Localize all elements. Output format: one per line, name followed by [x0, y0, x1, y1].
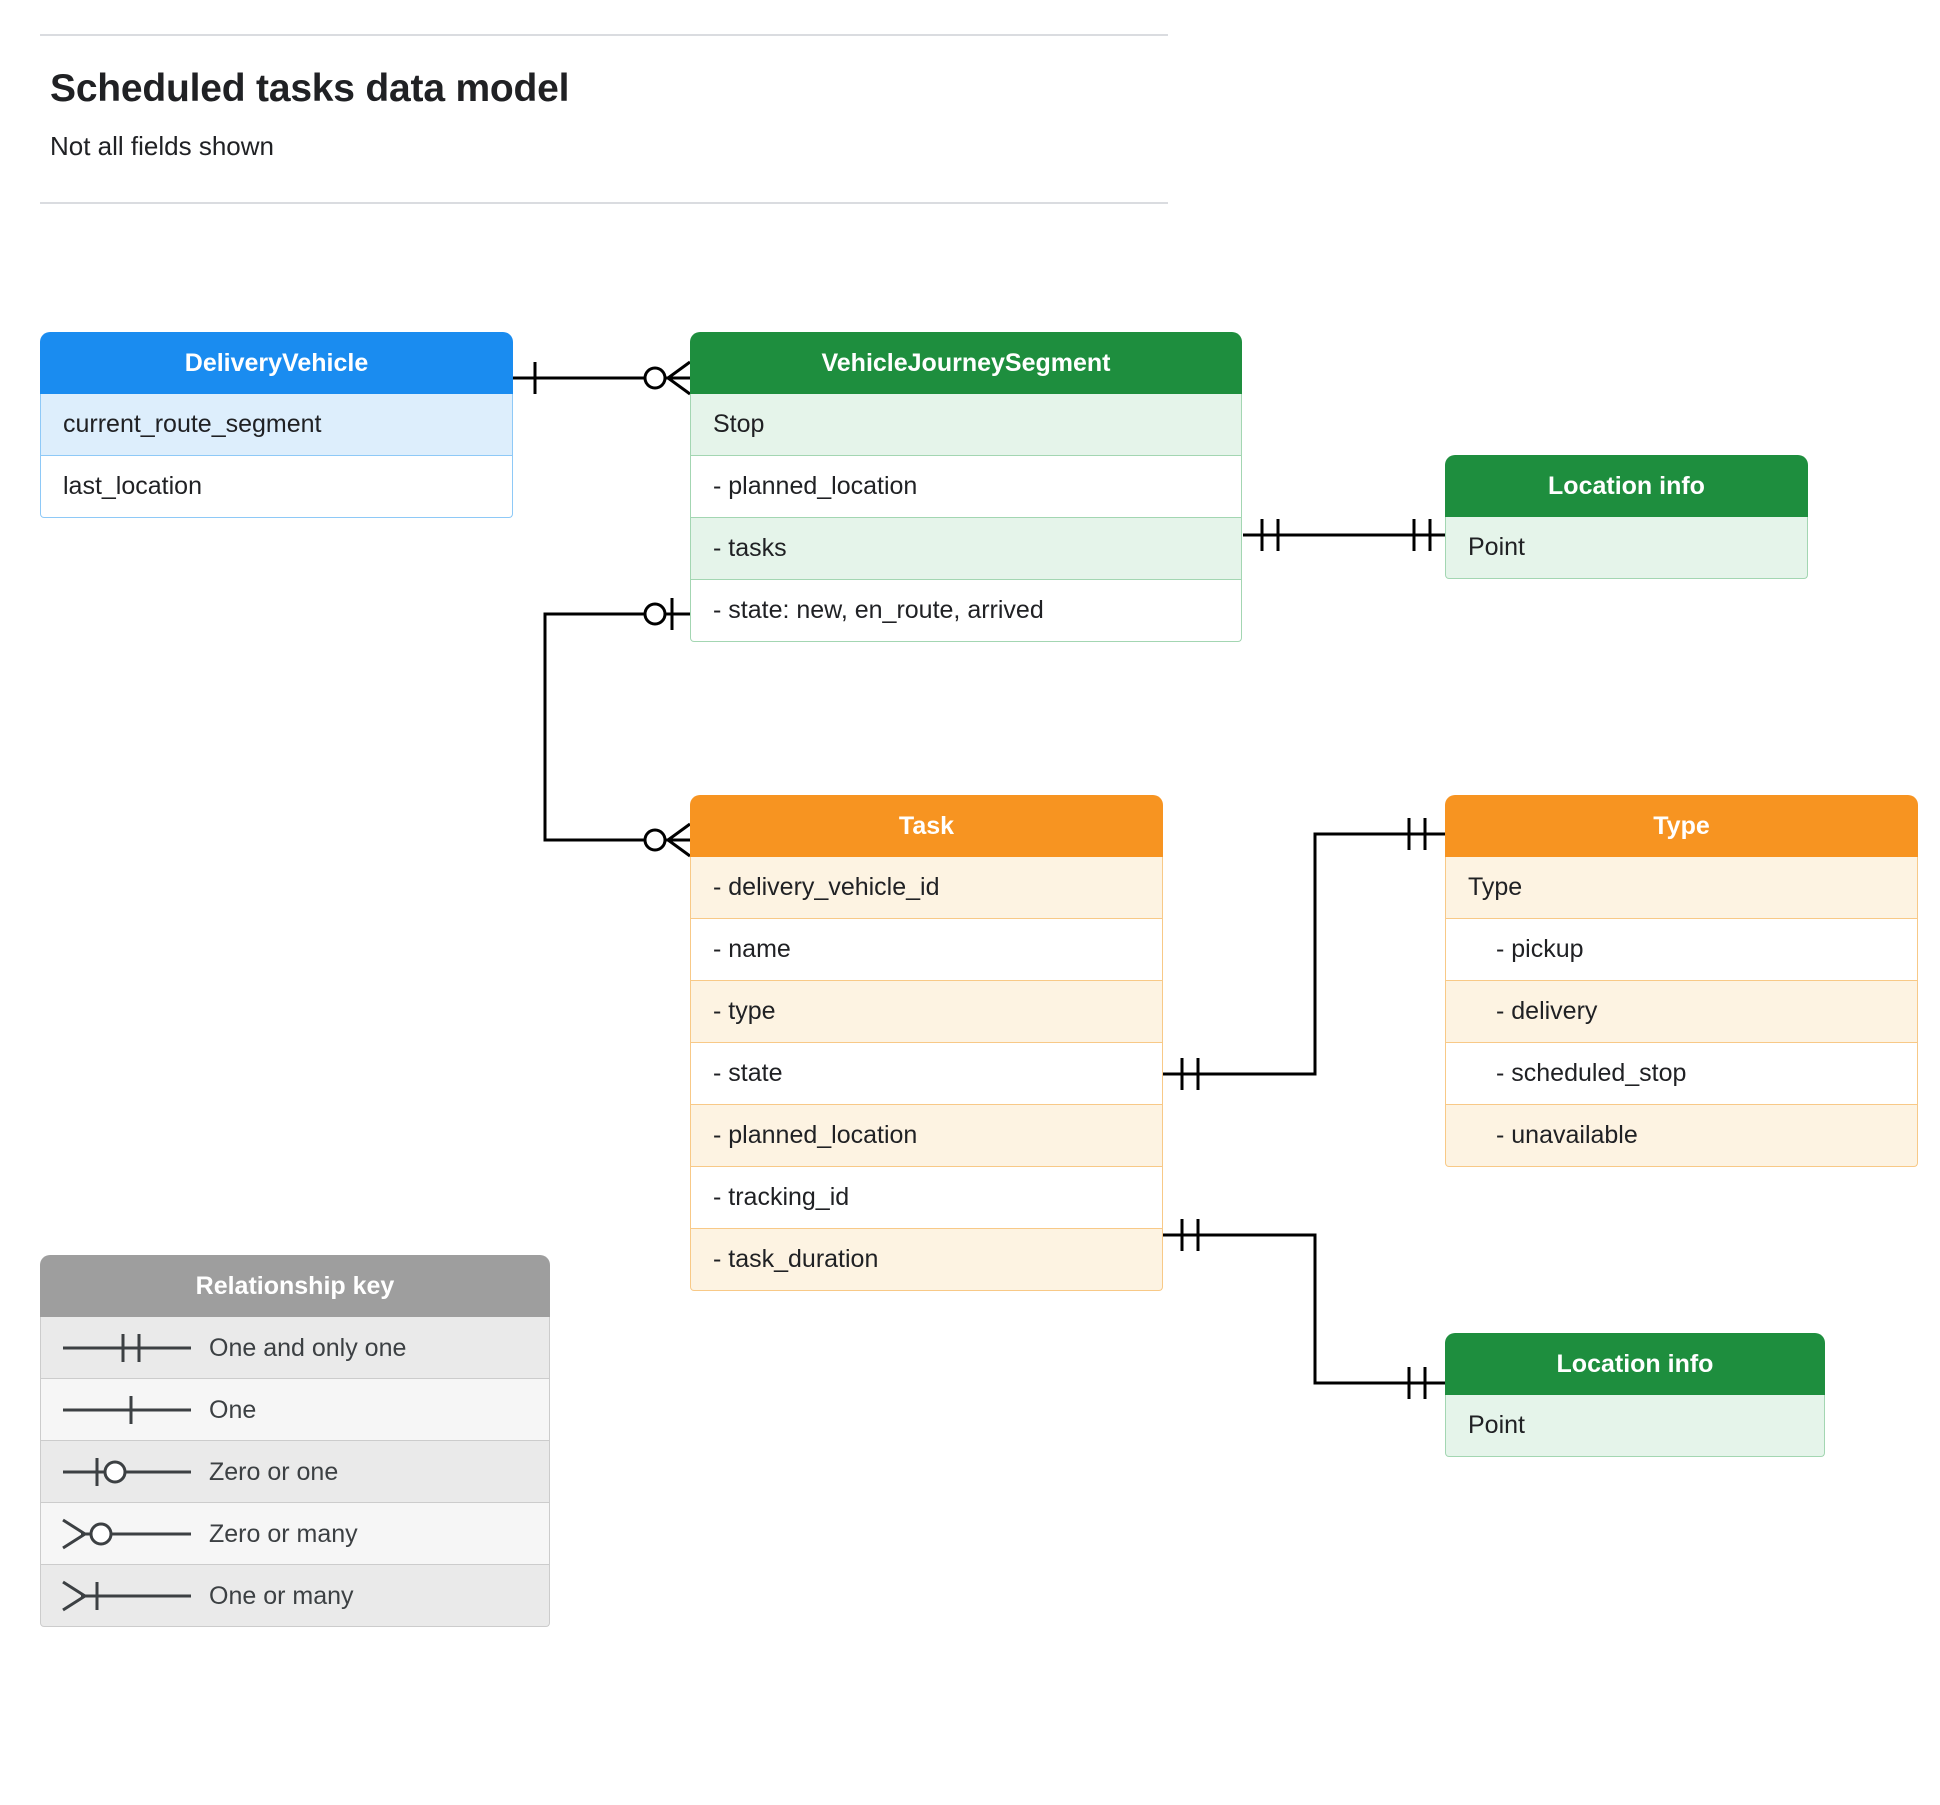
legend-item-zero-or-many [40, 1503, 550, 1565]
field-task-duration: - task_duration [690, 1229, 1163, 1291]
entity-location-info-bottom[interactable] [1445, 1333, 1825, 1457]
one-and-only-one-icon [41, 1317, 209, 1379]
field-type-delivery: - delivery [1445, 981, 1918, 1043]
field-type: - type [690, 981, 1163, 1043]
entity-title-location-info-bottom: Location info [1445, 1333, 1825, 1395]
field-task-planned-location: - planned_location [690, 1105, 1163, 1167]
page-subtitle: Not all fields shown [50, 131, 274, 161]
legend-label-zero-or-many: Zero or many [209, 1520, 358, 1548]
legend-label-one-or-many: One or many [209, 1582, 354, 1610]
field-type-unavailable: - unavailable [1445, 1105, 1918, 1167]
legend-relationship-key [40, 1255, 550, 1627]
field-delivery-vehicle-id: - delivery_vehicle_id [690, 857, 1163, 919]
entity-title-type: Type [1445, 795, 1918, 857]
field-stop: Stop [690, 394, 1242, 456]
entity-title-delivery-vehicle: DeliveryVehicle [40, 332, 513, 394]
entity-title-vehicle-journey-segment: VehicleJourneySegment [690, 332, 1242, 394]
entity-type[interactable] [1445, 795, 1918, 1167]
entity-vehicle-journey-segment[interactable] [690, 332, 1242, 642]
legend-label-one-and-only-one: One and only one [209, 1334, 407, 1362]
field-current-route-segment: current_route_segment [40, 394, 513, 456]
entity-title-task: Task [690, 795, 1163, 857]
field-tracking-id: - tracking_id [690, 1167, 1163, 1229]
legend-item-zero-or-one [40, 1441, 550, 1503]
field-type-pickup: - pickup [1445, 919, 1918, 981]
legend-item-one [40, 1379, 550, 1441]
field-type-header: Type [1445, 857, 1918, 919]
field-name: - name [690, 919, 1163, 981]
zero-or-many-icon [41, 1503, 209, 1565]
field-last-location: last_location [40, 456, 513, 518]
one-or-many-icon [41, 1565, 209, 1627]
entity-delivery-vehicle[interactable] [40, 332, 513, 518]
page-title: Scheduled tasks data model [50, 67, 570, 110]
legend-item-one-or-many [40, 1565, 550, 1627]
field-point-top: Point [1445, 517, 1808, 579]
legend-title: Relationship key [40, 1255, 550, 1317]
one-icon [41, 1379, 209, 1441]
entity-location-info-top[interactable] [1445, 455, 1808, 579]
legend-item-one-and-only-one [40, 1317, 550, 1379]
field-state: - state: new, en_route, arrived [690, 580, 1242, 642]
zero-or-one-icon [41, 1441, 209, 1503]
entity-task[interactable] [690, 795, 1163, 1291]
entity-title-location-info-top: Location info [1445, 455, 1808, 517]
header-divider-top [40, 34, 1168, 36]
field-point-bottom: Point [1445, 1395, 1825, 1457]
field-type-scheduled-stop: - scheduled_stop [1445, 1043, 1918, 1105]
field-tasks: - tasks [690, 518, 1242, 580]
field-task-state: - state [690, 1043, 1163, 1105]
legend-label-zero-or-one: Zero or one [209, 1458, 339, 1486]
field-planned-location: - planned_location [690, 456, 1242, 518]
legend-label-one: One [209, 1396, 257, 1424]
header-divider-bottom [40, 202, 1168, 204]
